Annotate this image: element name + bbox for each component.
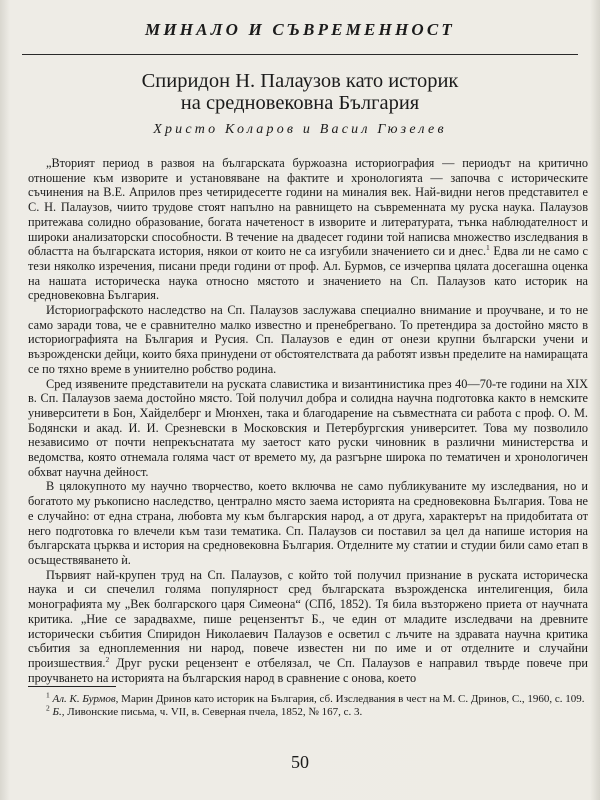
footnote-separator [28, 686, 116, 687]
footnotes [28, 690, 588, 719]
page-number: 50 [291, 752, 309, 772]
footnote-text: Ливонские письма, ч. VII, в. Северная пчела, 1852, № 167, с. 3. [67, 706, 363, 719]
paragraph-text: Първият най-крупен труд на Сп. Палаузов, с който той получил признание в руската историческа наука и си спечелил голяма популярност сред българската възрожденска интелигенция, била монографията му „Век болгарского царя Симеона“ (СПб, 1852). Тя била възторжено приета от научната критика. „Ние се зарадвахме, пише рецензентът Б., че един от младите изследвачи на древните исторически събития Спиридон Николаевич Палаузов е осветил с лъчите на здравата научна критика събития за едноплеменния ни народ, повече известен ни по име и от отделните и случайни произшествия. [28, 567, 588, 670]
article-authors: Христо Коларов и Васил Гюзелев [153, 122, 447, 137]
footnote-author: Ал. К. Бурмов, [52, 693, 119, 705]
footnote-number: 1 [46, 690, 50, 700]
footnote-ref: 2 [105, 654, 110, 664]
paragraph: Историографското наследство на Сп. Палаузов заслужава специално внимание и проучване, и то не само заради това, че е сравнително малко известно и пренебрегвано. То претендира за достойно място в историографията на България и Русия. Сп. Палаузов е един от онези крупни български учени и възрожденски дейци, които бяха принудени от обстоятелствата да работят извън пределите на намиращата се по тяхно време в униително робство родина. [28, 303, 588, 376]
paragraph: В цялокупното му научно творчество, което включва не само публикуваните му изследвания, но и богатото му ръкописно наследство, централно място заема историята на средновековна България. Това не е случайно: от една страна, любовта му към българския народ, а от друга, характерът на придобитата от него подготовка го влечели към тази тематика. Сп. Палаузов си поставил за цел да напише история на българската църква и история на средновековна България. Отделните му статии и студии били само етап в осъществяването ѝ. [28, 479, 588, 567]
article-title [0, 70, 600, 114]
footnote [28, 690, 588, 706]
article-body [28, 156, 588, 685]
footnote-number: 2 [46, 703, 50, 713]
paragraph-text: Едва ли не само с тези няколко изречения, писани преди години от проф. Ал. Бурмов, се изчерпва цялата досегашна оценка на нашата историческа наука относно мястото и значението на Сп. Палаузов като историк на средновековна България. [28, 244, 589, 303]
paragraph-text: „Вторият период в развоя на българската буржоазна историография — периодът на критично отношение към изворите и установяване на фактите и хронологията — започва с историческите съчинения на В.Е. Априлов през четиридесетте години на миналия век. Най-видни негов представител е С. Н. Палаузов, чиито трудове стоят напълно на равнището на съвременната му руска наука. Палаузов притежава солидно образование, богата начетеност в изворите и литературата, тънка наблюдателност и широки анализаторски способности. В течение на двадесет години той написва множество изследвания в областта на българската история, някои от които не са изгубили значението си и днес. [28, 156, 588, 259]
running-head-text: МИНАЛО И СЪВРЕМЕННОСТ [145, 20, 455, 39]
footnote-ref: 1 [486, 243, 490, 253]
paragraph [28, 156, 588, 303]
paragraph [28, 568, 588, 686]
article-title-line-2: на средновековна България [180, 92, 420, 114]
footnote [28, 703, 588, 719]
footnote-text: Марин Дринов като историк на България, сб. Изследвания в чест на М. С. Дринов, С., 1960, с. 109. [121, 693, 585, 705]
running-head [22, 6, 578, 55]
paragraph: Сред изявените представители на руската славистика и византинистика през 40—70-те години на XIX в. Сп. Палаузов заема достойно място. Той получил добра и солидна научна подготовка както в немските университети в Бон, Хайделберг и Мюнхен, така и благодарение на съвместната си работа с проф. О. М. Бодянски и акад. И. И. Срезневски в Московския и Петербургския университет. Това му позволило независимо от почти непрекъснатата му заетост като руски чиновник в различни министерства и ведомства, която отнемала голяма част от времето му, да разгърне широка по тематичен и хронологичен обхват научна дейност. [28, 376, 588, 479]
paragraph-text: Друг руски рецензент е отбелязал, че Сп. Палаузов е направил твърде повече при проучването на историята на българския народ в сравнение с онова, което [28, 655, 589, 685]
footnote-author: Б., [52, 706, 65, 719]
article-title-line-1: Спиридон Н. Палаузов като историк [141, 70, 459, 92]
